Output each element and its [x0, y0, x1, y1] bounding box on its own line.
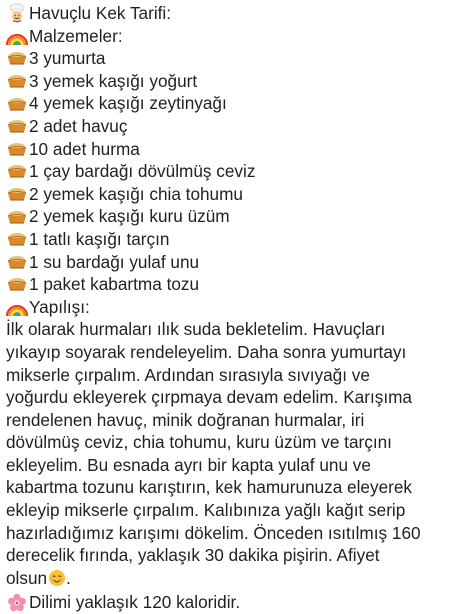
ingredient-text: 3 yumurta — [29, 48, 106, 69]
method-heading-text: Yapılışı: — [29, 296, 90, 317]
method-paragraph — [6, 318, 468, 589]
list-item — [6, 70, 468, 93]
ingredient-text: 2 adet havuç — [29, 115, 128, 136]
method-last-line — [6, 567, 468, 590]
rainbow-icon — [6, 26, 28, 46]
list-item — [6, 228, 468, 251]
method-line: rendelenen havuç, minik doğranan hurmalar, iri — [6, 409, 365, 430]
pie-icon — [6, 48, 28, 68]
method-line: dövülmüş ceviz, chia tohumu, kuru üzüm ve tarçını — [6, 432, 392, 453]
pie-icon — [6, 71, 28, 91]
pie-icon — [6, 274, 28, 294]
method-line: mikserle çırpalım. Ardından sırasıyla sıvıyağı ve — [6, 364, 370, 385]
smiling-face-icon — [48, 569, 66, 587]
list-item — [6, 47, 468, 70]
method-line: olsun — [6, 567, 48, 588]
ingredient-text: 1 çay bardağı dövülmüş ceviz — [29, 161, 256, 182]
ingredient-text: 10 adet hurma — [29, 138, 140, 159]
title-text: Havuçlu Kek Tarifi: — [29, 3, 172, 23]
list-item — [6, 160, 468, 183]
pie-icon — [6, 161, 28, 181]
list-item — [6, 183, 468, 206]
ingredient-text: 2 yemek kaşığı kuru üzüm — [29, 206, 230, 227]
pie-icon — [6, 207, 28, 227]
pie-icon — [6, 184, 28, 204]
method-line: ekleyip mikserle çırpalım. Kalıbınıza yağlı kağıt serip — [6, 500, 406, 521]
method-line: kabartma tozunu karıştırın, kek hamurunuza eleyerek — [6, 477, 413, 498]
list-item — [6, 251, 468, 274]
recipe-title — [6, 2, 468, 25]
method-line: derecelik fırında, yaklaşık 30 dakika pişirin. Afiyet — [6, 545, 380, 566]
method-line: ekleyelim. Bu esnada ayrı bir kapta yulaf unu ve — [6, 454, 371, 475]
list-item — [6, 138, 468, 161]
method-line: yıkayıp soyarak rendeleyelim. Daha sonra yumurtayı — [6, 341, 407, 362]
ingredient-text: 4 yemek kaşığı zeytinyağı — [29, 93, 227, 114]
ingredient-text: 1 tatlı kaşığı tarçın — [29, 228, 170, 249]
ingredient-text: 1 paket kabartma tozu — [29, 274, 200, 295]
method-line: İlk olarak hurmaları ılık suda bekletelim. Havuçları — [6, 319, 386, 340]
method-line: hazırladığımız karışımı dökelim. Önceden ısıtılmış 160 — [6, 522, 421, 543]
chef-icon — [6, 3, 28, 23]
ingredient-text: 1 su bardağı yulaf unu — [29, 251, 200, 272]
ingredient-text: 3 yemek kaşığı yoğurt — [29, 70, 198, 91]
method-line: yoğurdu ekleyerek çırpmaya devam edelim. Karışıma — [6, 387, 412, 408]
pie-icon — [6, 94, 28, 114]
pie-icon — [6, 139, 28, 159]
list-item — [6, 273, 468, 296]
ingredient-text: 2 yemek kaşığı chia tohumu — [29, 183, 243, 204]
list-item — [6, 92, 468, 115]
method-end: . — [66, 567, 71, 588]
list-item — [6, 205, 468, 228]
list-item — [6, 115, 468, 138]
method-heading — [6, 296, 468, 319]
ingredients-heading — [6, 25, 468, 48]
cherry-blossom-icon — [6, 593, 28, 613]
ingredient-list — [6, 47, 468, 296]
pie-icon — [6, 116, 28, 136]
calorie-note-text: Dilimi yaklaşık 120 kaloridir. — [29, 592, 241, 613]
ingredients-heading-text: Malzemeler: — [29, 25, 123, 46]
rainbow-icon — [6, 297, 28, 317]
pie-icon — [6, 229, 28, 249]
calorie-note — [6, 591, 468, 614]
pie-icon — [6, 252, 28, 272]
